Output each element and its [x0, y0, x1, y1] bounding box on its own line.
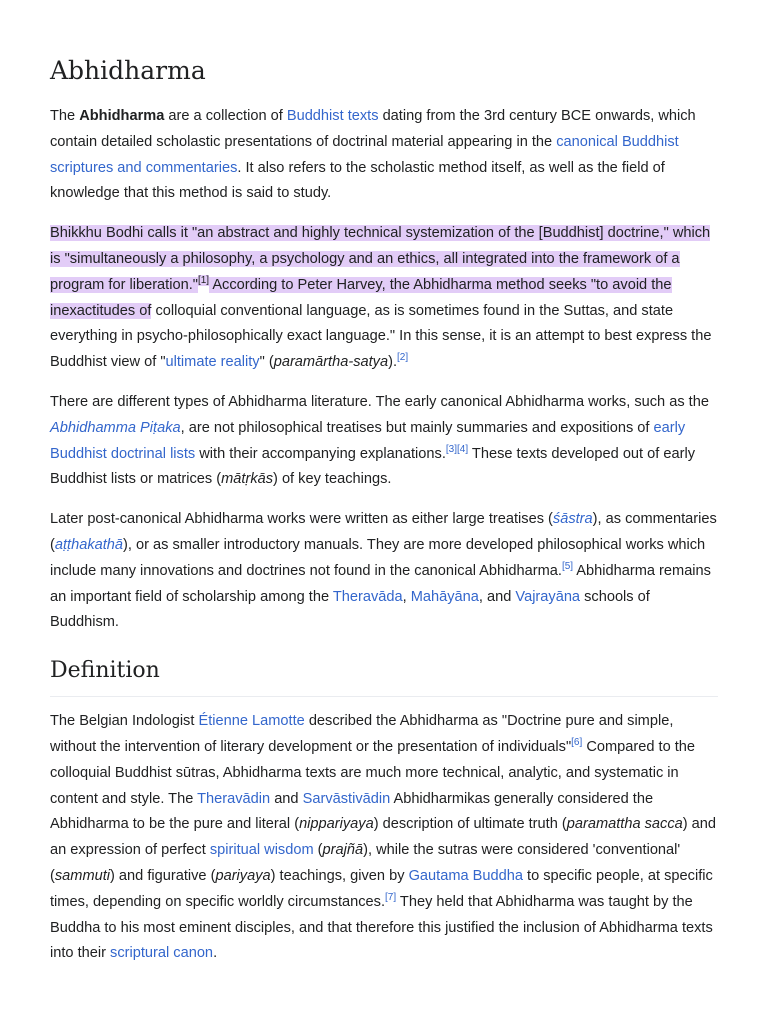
link-spiritual-wisdom[interactable]: spiritual wisdom — [209, 842, 314, 859]
text: and — [270, 790, 303, 807]
link-shastra[interactable] — [553, 511, 593, 527]
text: are a collection of — [164, 108, 287, 124]
text: to specific people, at specific times, depending on specific worldly circumstances. — [50, 867, 713, 910]
intro-paragraph-1 — [50, 104, 718, 207]
highlighted-text: According to Peter Harvey, the Abhidharma method seeks "to avoid the inexactitudes of — [50, 276, 672, 319]
text: ), or as smaller introductory manuals. They are more developed philosophical works which include many innovations and doctrines not found in the canonical Abhidharma. — [50, 536, 706, 579]
citation-7[interactable] — [385, 892, 396, 903]
link-buddhist-texts[interactable]: Buddhist texts — [286, 108, 379, 124]
citation-label: [1] — [197, 274, 210, 286]
citation-link[interactable]: [5] — [561, 560, 574, 572]
intro-paragraph-4 — [50, 507, 718, 636]
citation-link[interactable]: [2] — [397, 352, 409, 364]
text: , are not philosophical treatises but mainly summaries and expositions of — [180, 419, 654, 436]
text: ) and an expression of perfect — [50, 816, 717, 859]
link-label: aṭṭhakathā — [54, 536, 124, 553]
text: with their accompanying explanations. — [195, 445, 446, 462]
text: dating from the 3rd century BCE onwards, which contain detailed scholastic presentations of doctrinal material appearing in the — [50, 108, 696, 150]
text: ) teachings, given by — [270, 867, 409, 884]
text: ) and figurative ( — [110, 867, 216, 884]
text: The Belgian Indologist — [50, 713, 199, 730]
italic-term: paramārtha-satya — [273, 354, 389, 371]
italic-term: nippariyaya — [299, 816, 374, 833]
link-abhidhamma-pitaka[interactable] — [50, 420, 181, 436]
italic-term: paramattha sacca — [566, 816, 683, 833]
citation-5[interactable] — [562, 561, 573, 572]
link-theravadin[interactable]: Theravādin — [197, 790, 271, 807]
link-early-doctrinal-lists[interactable]: early Buddhist doctrinal lists — [50, 419, 686, 462]
text: . It also refers to the scholastic method itself, as well as the field of knowledge that this method is said to study. — [50, 159, 665, 202]
text: , and — [478, 588, 516, 605]
text: . — [213, 945, 218, 962]
link-vajrayana[interactable]: Vajrayāna — [515, 588, 581, 605]
page-title: Abhidharma — [50, 56, 206, 85]
text: Abhidharmikas generally considered the Abhidharma to be the pure and literal ( — [50, 790, 654, 833]
text: described the Abhidharma as "Doctrine pure and simple, without the intervention of literary development or the presentation of individuals" — [50, 713, 674, 755]
intro-paragraph-3 — [50, 390, 718, 493]
highlighted-text: Bhikkhu Bodhi calls it "an abstract and highly technical systemization of the [Buddhist] doctrine," which is "simultaneously a philosophy, a psychology and an ethics, all integrated into the framework of a program for liberation." — [50, 225, 711, 293]
citation-2[interactable] — [397, 352, 408, 363]
intro-paragraph-2 — [50, 221, 718, 376]
text: ), while the sutras were considered 'conventional' ( — [50, 842, 681, 884]
text: ) of key teachings. — [273, 471, 392, 488]
text: These texts developed out of early Buddhist lists or matrices ( — [50, 445, 696, 488]
text: , — [402, 588, 411, 605]
link-label: śāstra — [552, 511, 593, 528]
citation-1[interactable] — [198, 275, 209, 286]
text: Abhidharma remains an important field of scholarship among the — [50, 562, 711, 605]
text: colloquial conventional language, as is sometimes found in the Suttas, and state everything in psycho-philosophically exact language." In this sense, it is an attempt to best express the Buddhist view of " — [50, 302, 712, 371]
text: There are different types of Abhidharma literature. The early canonical Abhidharma works, such as the — [50, 393, 709, 410]
citation-3[interactable] — [446, 444, 457, 455]
text: Later post-canonical Abhidharma works were written as either large treatises ( — [50, 511, 553, 528]
italic-term: mātṛkās — [221, 471, 274, 488]
text: schools of Buddhism. — [50, 588, 650, 631]
text: " ( — [259, 354, 274, 371]
text: ( — [313, 842, 323, 859]
citation-6[interactable] — [571, 737, 582, 748]
italic-term: sammuti — [54, 867, 111, 884]
bold-term: Abhidharma — [79, 108, 165, 124]
link-scriptural-canon[interactable]: scriptural canon — [110, 945, 214, 962]
link-etienne-lamotte[interactable]: Étienne Lamotte — [198, 713, 305, 730]
text: ), as commentaries ( — [50, 511, 717, 553]
citation-link[interactable]: [6] — [571, 737, 583, 749]
link-label: Abhidhamma Piṭaka — [50, 419, 181, 436]
link-ultimate-reality[interactable]: ultimate reality — [165, 354, 260, 371]
italic-term: prajñā — [322, 842, 364, 859]
article-content — [50, 52, 718, 981]
link-canonical-scriptures[interactable]: canonical Buddhist scriptures and commentaries — [50, 133, 679, 176]
text: They held that Abhidharma was taught by the Buddha to his most eminent disciples, and that therefore this justified the inclusion of Abhidharma texts into their — [50, 893, 713, 962]
text: ). — [388, 354, 398, 371]
citation-link[interactable]: [4] — [457, 443, 469, 455]
text: The — [50, 108, 80, 124]
section-heading-definition: Definition — [50, 654, 718, 697]
link-mahayana[interactable]: Mahāyāna — [410, 588, 479, 605]
link-atthakatha[interactable] — [55, 537, 123, 553]
citation-4[interactable] — [457, 444, 468, 455]
italic-term: pariyaya — [215, 867, 271, 884]
citation-link[interactable]: [3] — [445, 443, 457, 455]
link-gautama-buddha[interactable]: Gautama Buddha — [408, 867, 523, 884]
citation-link[interactable]: [7] — [385, 891, 397, 903]
text: Compared to the colloquial Buddhist sūtras, Abhidharma texts are much more technical, analytic, and systematic in content and style. The — [50, 738, 696, 807]
link-theravada[interactable]: Theravāda — [332, 588, 403, 605]
text: ) description of ultimate truth ( — [373, 816, 567, 833]
link-sarvastivadin[interactable]: Sarvāstivādin — [302, 790, 391, 807]
definition-paragraph-1 — [50, 709, 718, 967]
